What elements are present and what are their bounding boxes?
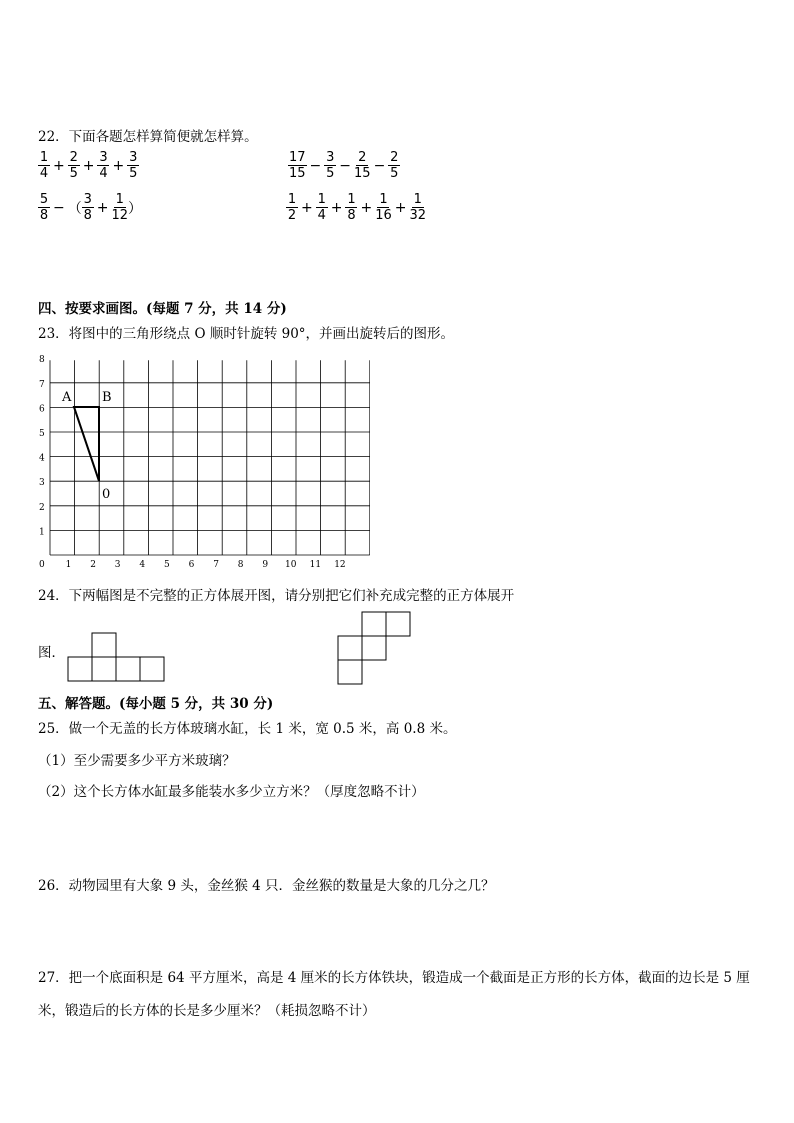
net-square — [362, 612, 386, 636]
question-25-part-1: （1）至少需要多少平方米玻璃？ — [38, 753, 236, 769]
fraction: $\frac{1}{32}$ — [409, 192, 427, 223]
x-tick-label: 11 — [309, 560, 322, 570]
net-square — [92, 657, 116, 681]
x-tick-label: 4 — [139, 560, 146, 570]
expression-3: $\frac{17}{15}$ − $\frac{3}{5}$ − $\frac{2}{15}$ − $\frac{2}{5}$ — [289, 150, 399, 181]
y-tick-label: 3 — [39, 478, 45, 489]
point-a-label: A — [62, 390, 72, 405]
y-tick-label: 7 — [39, 379, 45, 390]
fraction: $\frac{3}{5}$ — [129, 150, 138, 181]
fraction: $\frac{1}{16}$ — [375, 192, 392, 223]
net-square — [338, 660, 362, 684]
fraction: $\frac{2}{5}$ — [69, 150, 78, 181]
question-25-title: 25．做一个无盖的长方体玻璃水缸，长 1 米，宽 0.5 米，高 0.8 米。 — [38, 721, 457, 737]
section-5-heading: 五、解答题。(每小题 5 分，共 30 分) — [38, 696, 274, 712]
point-b-label: B — [102, 390, 112, 405]
question-22-title: 22．下面各题怎样算简便就怎样算。 — [38, 129, 258, 145]
x-tick-label: 9 — [262, 560, 269, 570]
section-4-heading: 四、按要求画图。(每题 7 分，共 14 分) — [38, 301, 287, 317]
fraction: $\frac{1}{8}$ — [347, 192, 356, 223]
question-25-part-2: （2）这个长方体水缸最多能装水多少立方米？（厚度忽略不计） — [38, 784, 425, 800]
x-tick-label: 10 — [285, 560, 297, 570]
net-square — [338, 636, 362, 660]
net-square — [140, 657, 164, 681]
fraction: $\frac{2}{15}$ — [354, 150, 371, 181]
question-26-title: 26．动物园里有大象 9 头，金丝猴 4 只．金丝猴的数量是大象的几分之几？ — [38, 878, 495, 894]
y-tick-label: 6 — [39, 404, 45, 415]
y-tick-label: 4 — [39, 453, 45, 464]
x-tick-label: 8 — [237, 560, 244, 570]
net-square — [362, 636, 386, 660]
x-tick-label: 3 — [114, 560, 121, 570]
question-27-line-2: 米，锻造后的长方体的长是多少厘米？（耗损忽略不计） — [38, 1003, 376, 1019]
x-tick-label: 2 — [90, 560, 96, 570]
x-tick-label: 5 — [164, 560, 170, 570]
fraction: $\frac{3}{5}$ — [326, 150, 335, 181]
x-tick-label: 6 — [188, 560, 195, 570]
question-27-line-1: 27．把一个底面积是 64 平方厘米，高是 4 厘米的长方体铁块，锻造成一个截面是正方形的长方体，截面的边长是 5 厘 — [38, 970, 750, 986]
y-tick-label: 8 — [39, 355, 45, 366]
net-square — [68, 657, 92, 681]
triangle-aob — [74, 407, 99, 481]
x-tick-label: 1 — [65, 560, 72, 570]
y-tick-label: 2 — [39, 502, 45, 513]
question-23-title: 23．将图中的三角形绕点 O 顺时针旋转 90°，并画出旋转后的图形。 — [38, 326, 455, 342]
x-tick-label: 0 — [39, 560, 45, 570]
expression-4: $\frac{1}{2}$ + $\frac{1}{4}$ + $\frac{1}{8}$ + $\frac{1}{16}$ + $\frac{1}{32}$ — [287, 192, 427, 223]
expression-2: $\frac{5}{8}$ − （ $\frac{3}{8}$ + $\frac{1}{12}$ ） — [39, 192, 143, 223]
x-tick-label: 12 — [334, 560, 346, 570]
fraction: $\frac{1}{12}$ — [111, 192, 129, 223]
fraction: $\frac{3}{8}$ — [83, 192, 92, 223]
fraction: $\frac{1}{4}$ — [39, 150, 49, 181]
fraction: $\frac{2}{5}$ — [390, 150, 399, 181]
expression-1: $\frac{1}{4}$ + $\frac{2}{5}$ + $\frac{3}{4}$ + $\frac{3}{5}$ — [39, 150, 138, 181]
net-square — [386, 612, 410, 636]
cube-net-1 — [66, 632, 168, 684]
question-24-title: 24．下两幅图是不完整的正方体展开图，请分别把它们补充成完整的正方体展开 — [38, 588, 515, 604]
y-tick-label: 5 — [39, 429, 45, 439]
question-24-title-continued: 图． — [38, 645, 65, 661]
point-o-label: 0 — [102, 487, 111, 502]
cube-net-2 — [336, 610, 414, 688]
rotation-grid-figure — [30, 350, 370, 572]
fraction: $\frac{1}{4}$ — [317, 192, 326, 223]
fraction: $\frac{5}{8}$ — [39, 192, 49, 223]
net-square — [92, 633, 116, 657]
fraction: $\frac{3}{4}$ — [99, 150, 108, 181]
fraction: $\frac{1}{2}$ — [287, 192, 297, 223]
x-tick-label: 7 — [213, 560, 219, 570]
y-tick-label: 1 — [39, 527, 45, 538]
fraction: $\frac{17}{15}$ — [289, 150, 306, 181]
net-square — [116, 657, 140, 681]
